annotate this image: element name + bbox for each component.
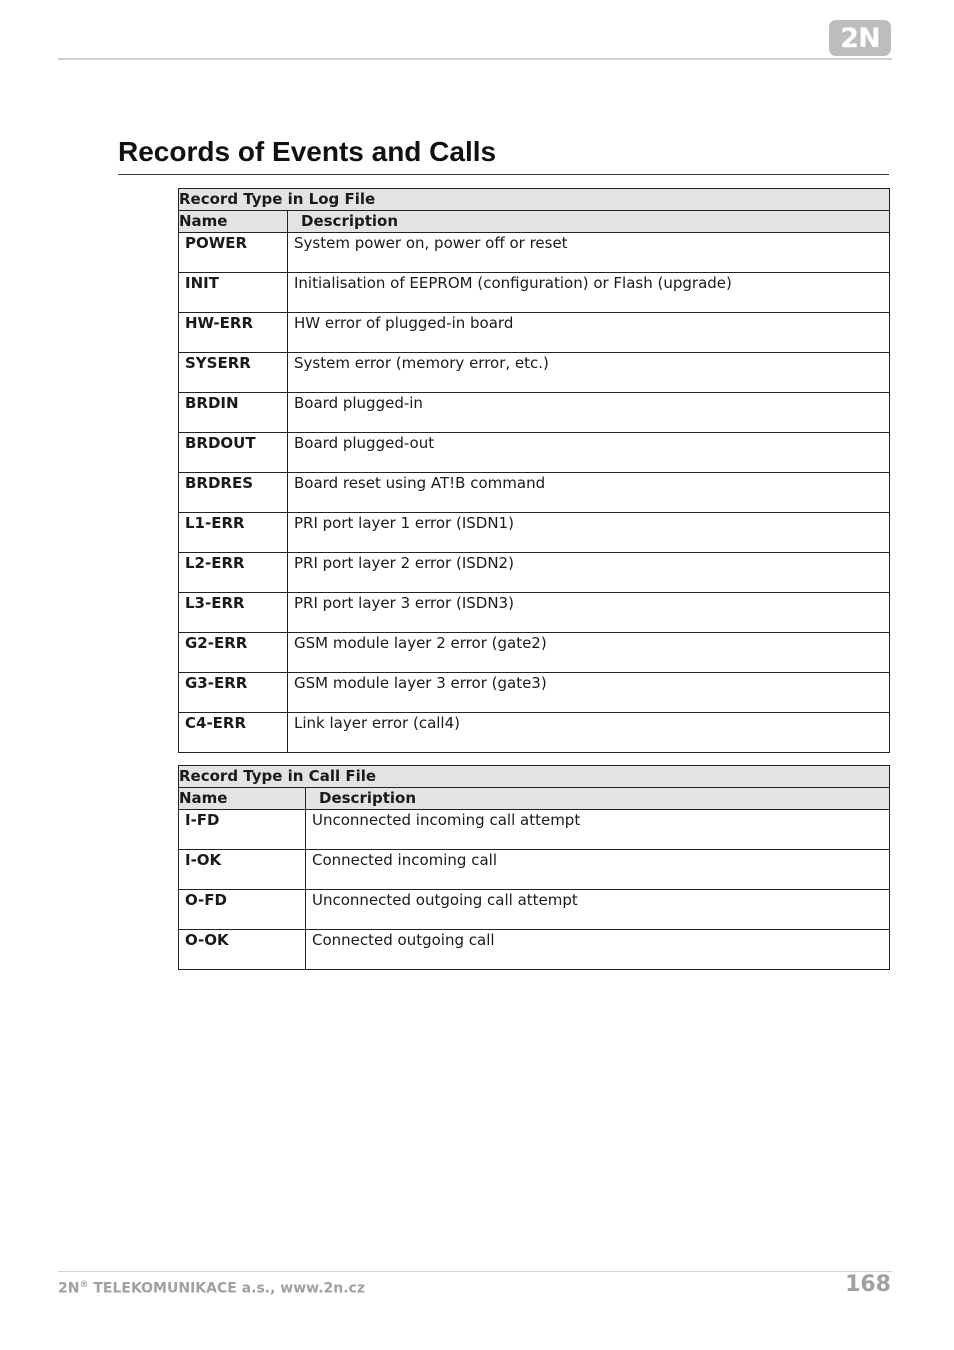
column-header-name: Name xyxy=(179,211,288,233)
footer-divider xyxy=(58,1271,892,1272)
record-name: G2-ERR xyxy=(179,633,288,673)
record-description: System power on, power off or reset xyxy=(288,233,890,273)
record-description: GSM module layer 2 error (gate2) xyxy=(288,633,890,673)
table-row xyxy=(179,930,890,970)
table-row xyxy=(179,473,890,513)
table-row xyxy=(179,810,890,850)
record-description: Connected outgoing call xyxy=(306,930,890,970)
registered-mark: ® xyxy=(79,1280,89,1290)
record-description: Board plugged-in xyxy=(288,393,890,433)
table-row xyxy=(179,233,890,273)
record-description: PRI port layer 1 error (ISDN1) xyxy=(288,513,890,553)
footer-brand: 2N xyxy=(58,1280,80,1297)
record-description: System error (memory error, etc.) xyxy=(288,353,890,393)
title-underline xyxy=(118,174,889,175)
record-name: G3-ERR xyxy=(179,673,288,713)
record-name: BRDOUT xyxy=(179,433,288,473)
record-name: I-OK xyxy=(179,850,306,890)
record-name: INIT xyxy=(179,273,288,313)
record-name: C4-ERR xyxy=(179,713,288,753)
record-name: O-OK xyxy=(179,930,306,970)
table-row xyxy=(179,513,890,553)
column-header-description: Description xyxy=(288,211,890,233)
column-header-description: Description xyxy=(306,788,890,810)
footer-company xyxy=(58,1280,365,1297)
table-row xyxy=(179,713,890,753)
record-description: Connected incoming call xyxy=(306,850,890,890)
brand-logo: 2N xyxy=(829,20,891,56)
page-title: Records of Events and Calls xyxy=(118,136,497,167)
table-row xyxy=(179,890,890,930)
record-description: PRI port layer 3 error (ISDN3) xyxy=(288,593,890,633)
table-row xyxy=(179,433,890,473)
record-name: POWER xyxy=(179,233,288,273)
record-name: O-FD xyxy=(179,890,306,930)
record-description: Link layer error (call4) xyxy=(288,713,890,753)
record-description: GSM module layer 3 error (gate3) xyxy=(288,673,890,713)
record-description: Initialisation of EEPROM (configuration) or Flash (upgrade) xyxy=(288,273,890,313)
table-row xyxy=(179,673,890,713)
table-row xyxy=(179,593,890,633)
table-row xyxy=(179,553,890,593)
record-description: Board reset using AT!B command xyxy=(288,473,890,513)
call-file-record-table xyxy=(178,765,890,970)
record-name: L1-ERR xyxy=(179,513,288,553)
record-name: BRDRES xyxy=(179,473,288,513)
record-description: PRI port layer 2 error (ISDN2) xyxy=(288,553,890,593)
page-number: 168 xyxy=(845,1272,891,1297)
table-row xyxy=(179,633,890,673)
record-name: L2-ERR xyxy=(179,553,288,593)
record-description: HW error of plugged-in board xyxy=(288,313,890,353)
column-header-name: Name xyxy=(179,788,306,810)
log-file-record-table xyxy=(178,188,890,753)
footer-company-text: TELEKOMUNIKACE a.s., www.2n.cz xyxy=(88,1280,365,1297)
record-name: BRDIN xyxy=(179,393,288,433)
table-row xyxy=(179,850,890,890)
table-row xyxy=(179,353,890,393)
table-row xyxy=(179,273,890,313)
table-caption: Record Type in Log File xyxy=(179,189,890,211)
table-caption: Record Type in Call File xyxy=(179,766,890,788)
table-row xyxy=(179,393,890,433)
header-divider xyxy=(58,58,892,60)
record-name: HW-ERR xyxy=(179,313,288,353)
record-description: Unconnected incoming call attempt xyxy=(306,810,890,850)
table-row xyxy=(179,313,890,353)
record-description: Unconnected outgoing call attempt xyxy=(306,890,890,930)
record-name: I-FD xyxy=(179,810,306,850)
record-name: L3-ERR xyxy=(179,593,288,633)
record-description: Board plugged-out xyxy=(288,433,890,473)
record-name: SYSERR xyxy=(179,353,288,393)
